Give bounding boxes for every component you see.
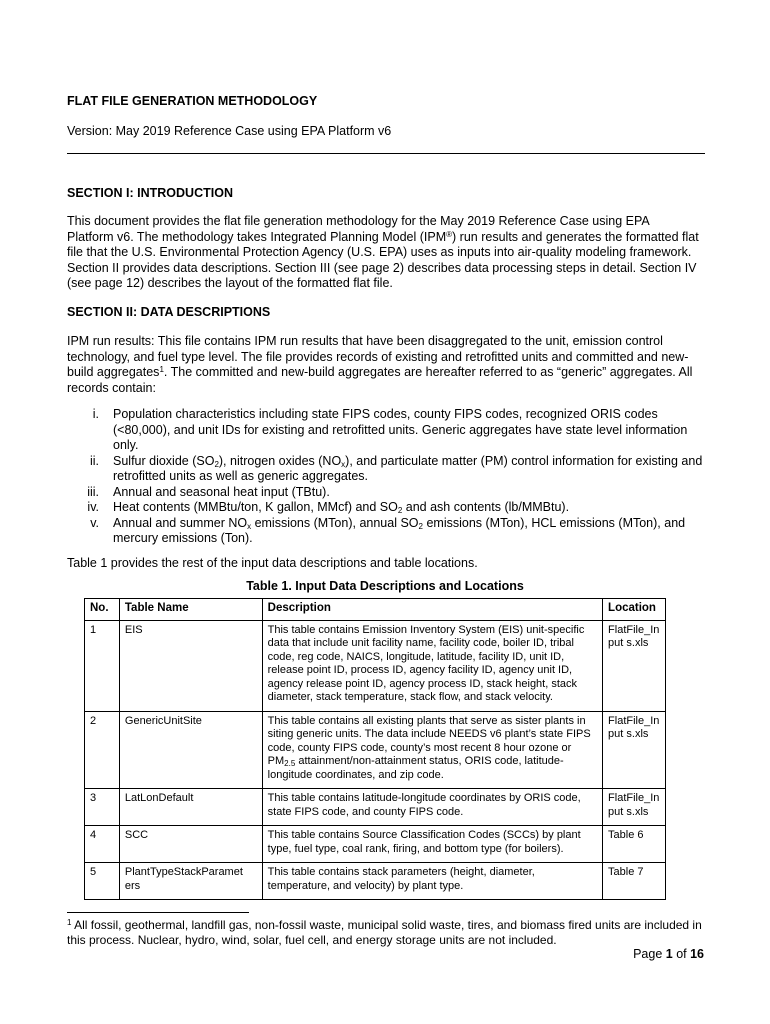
table-row <box>85 826 666 863</box>
column-header-location: Location <box>603 599 666 621</box>
cell-location: FlatFile_Input s.xls <box>603 789 666 826</box>
column-header-no: No. <box>85 599 120 621</box>
cell-table-name: EIS <box>119 620 262 711</box>
footnote-reference: 1 <box>159 365 164 374</box>
cell-location: FlatFile_Input s.xls <box>603 711 666 789</box>
section-2-heading: SECTION II: DATA DESCRIPTIONS <box>67 305 271 319</box>
cell-no: 4 <box>85 826 120 863</box>
list-item: i. Population characteristics including state FIPS codes, county FIPS codes, recognized ORIS codes (<80,000), and unit IDs for existing and retrofitted units. Generic aggregates have state level information only. <box>92 407 688 452</box>
cell-no: 3 <box>85 789 120 826</box>
cell-no: 5 <box>85 863 120 900</box>
cell-no: 2 <box>85 711 120 789</box>
input-data-table <box>84 598 666 900</box>
cell-table-name: SCC <box>119 826 262 863</box>
document-version: Version: May 2019 Reference Case using EPA Platform v6 <box>67 124 392 138</box>
table-row <box>85 863 666 900</box>
cell-table-name: GenericUnitSite <box>119 711 262 789</box>
footnote: $^1$ All fossil, geothermal, landfill gas, non-fossil waste, municipal solid waste, tires, and biomass fired units are included in this process. Nuclear, hydro, wind, solar, fuel cell, and energy storage units are not included. <box>67 918 702 947</box>
cell-description: This table contains all existing plants that serve as sister plants in siting generic units. The data include NEEDS v6 plant’s state FIPS code, county FIPS code, county’s most recent 8 hour ozone or $PM_{2.5}$ attainment/non-attainment status, ORIS code, latitude-longitude coordinates, and zip code. <box>262 711 602 789</box>
table-row <box>85 711 666 789</box>
cell-description: This table contains Emission Inventory System (EIS) unit-specific data that include unit facility name, facility code, boiler ID, tribal code, reg code, NAICS, longitude, latitude, facility ID, unit ID, release point ID, process ID, agency facility ID, agency unit ID, agency release point ID, agency process ID, stack height, stack diameter, stack temperature, stack flow, and stack velocity. <box>262 620 602 711</box>
cell-description: This table contains latitude-longitude coordinates by ORIS code, state FIPS code, and county FIPS code. <box>262 789 602 826</box>
cell-table-name: LatLonDefault <box>119 789 262 826</box>
table-row <box>85 789 666 826</box>
column-header-description: Description <box>262 599 602 621</box>
table-row <box>85 620 666 711</box>
column-header-table-name: Table Name <box>119 599 262 621</box>
document-title: FLAT FILE GENERATION METHODOLOGY <box>67 94 318 108</box>
table-header-row <box>85 599 666 621</box>
list-item: ii. Sulfur dioxide $(SO_2)$, nitrogen oxides $(NO_x)$, and particulate matter (PM) control information for existing and retrofitted units as well as generic aggregates. <box>89 453 703 483</box>
cell-no: 1 <box>85 620 120 711</box>
section-1-heading: SECTION I: INTRODUCTION <box>67 186 233 200</box>
section-2-paragraph: IPM run results: This file contains IPM run results that have been disaggregated to the unit, emission control technology, and fuel type level. The file provides records of existing and retrofitted units and committed and new-build aggregates$^1$. The committed and new-build aggregates are hereafter referred to as “generic” aggregates. All records contain: <box>67 334 693 395</box>
section-1-paragraph: This document provides the flat file generation methodology for the May 2019 Reference Case using EPA Platform v6. The methodology takes Integrated Planning Model (IPM®) run results and generates the formatted flat file that the U.S. Environmental Protection Agency (U.S. EPA) uses as inputs into air-quality modeling framework. Section II provides data descriptions. Section III (see page 2) describes data processing steps in detail. Section IV (see page 12) describes the layout of the formatted flat file. <box>67 214 699 290</box>
cell-table-name: PlantTypeStackParamet ers <box>119 863 262 900</box>
header-divider <box>67 153 705 154</box>
page-number: Page 1 of 16 <box>633 947 704 961</box>
list-item: iii. Annual and seasonal heat input (TBtu). <box>87 484 330 499</box>
footnote-divider <box>67 912 249 913</box>
table-intro: Table 1 provides the rest of the input data descriptions and table locations. <box>67 556 478 570</box>
table-caption: Table 1. Input Data Descriptions and Locations <box>246 579 524 593</box>
record-contents-list <box>67 407 707 547</box>
list-item: v. Annual and summer $NO_x$ emissions (MTon), annual $SO_2$ emissions (MTon), HCL emissions (MTon), and mercury emissions (Ton). <box>90 515 686 545</box>
cell-location: Table 7 <box>603 863 666 900</box>
cell-description: This table contains stack parameters (height, diameter, temperature, and velocity) by plant type. <box>262 863 602 900</box>
cell-location: FlatFile_Input s.xls <box>603 620 666 711</box>
cell-location: Table 6 <box>603 826 666 863</box>
cell-description: This table contains Source Classification Codes (SCCs) by plant type, fuel type, coal rank, firing, and bottom type (for boilers). <box>262 826 602 863</box>
list-item: iv. Heat contents (MMBtu/ton, K gallon, MMcf) and $SO_2$ and ash contents (lb/MMBtu). <box>87 500 570 515</box>
